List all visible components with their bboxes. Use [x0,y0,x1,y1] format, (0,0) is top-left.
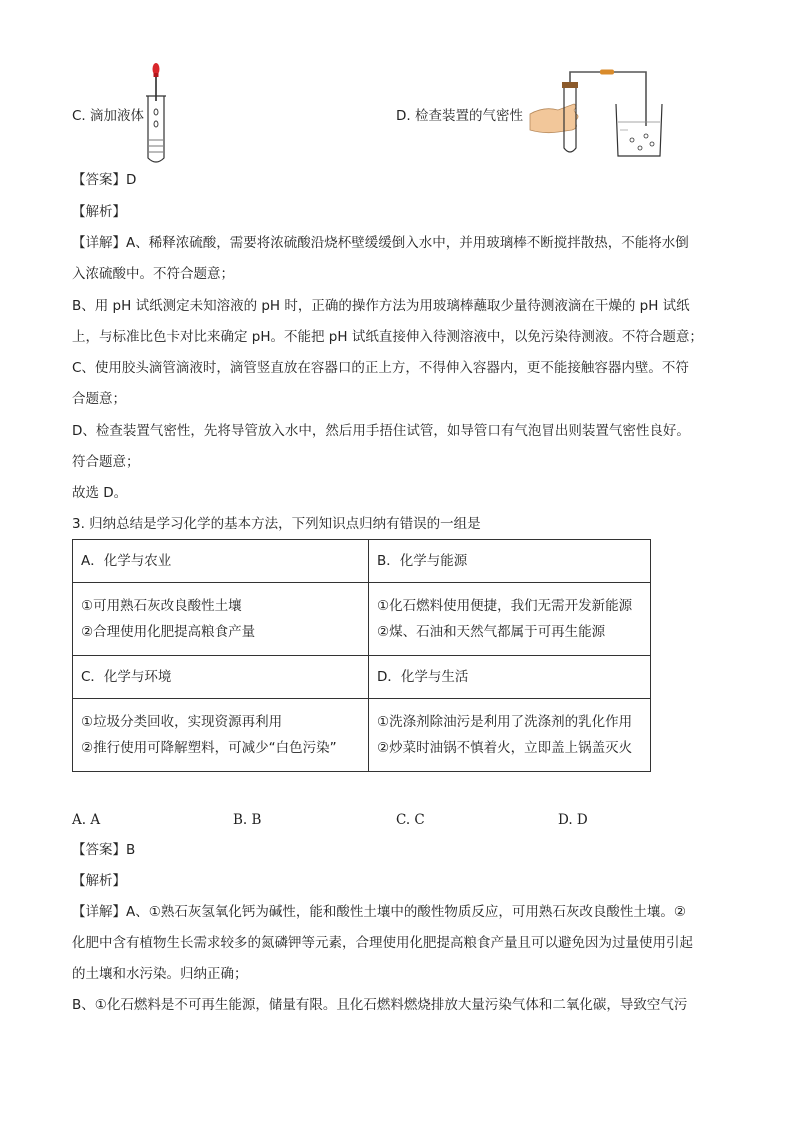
table-row [73,656,651,699]
q2-line: D、检查装置气密性，先将导管放入水中，然后用手捂住试管，如导管口有气泡冒出则装置气密性良好。 [72,423,690,439]
table-row [73,699,651,772]
q3-line: 【详解】A、①熟石灰氢氧化钙为碱性，能和酸性土壤中的酸性物质反应，可用熟石灰改良酸性土壤。② [72,904,686,920]
table-item: ①化石燃料使用便捷，我们无需开发新能源 [377,598,633,614]
q2-line: 故选 D。 [72,485,128,501]
table-item: ①垃圾分类回收，实现资源再利用 [81,714,283,730]
dropper-test-tube-icon [140,60,180,166]
q3-line: B、①化石燃料是不可再生能源，储量有限。且化石燃料燃烧排放大量污染气体和二氧化碳，导致空气污 [72,997,688,1013]
table-cell-b-head: B．化学与能源 [369,540,651,583]
table-row [73,583,651,656]
table-item: ②合理使用化肥提高粮食产量 [81,624,256,640]
airtightness-apparatus-icon [528,64,670,164]
table-cell-c-head: C．化学与环境 [73,656,369,699]
q2-line: 符合题意； [72,454,140,470]
choice-d: D. D [558,812,588,828]
table-cell-d-body [369,699,651,772]
table-item: ②炒菜时油锅不慎着火，立即盖上锅盖灭火 [377,740,633,756]
choice-a: A. A [72,812,101,828]
q3-line: 化肥中含有植物生长需求较多的氮磷钾等元素，合理使用化肥提高粮食产量且可以避免因为过量使用引起 [72,935,693,951]
q3-stem: 3. 归纳总结是学习化学的基本方法，下列知识点归纳有错误的一组是 [72,516,481,532]
table-cell-c-body [73,699,369,772]
table-item: ②推行使用可降解塑料，可减少“白色污染” [81,740,337,756]
choice-c: C. C [396,812,425,828]
q2-line: C、使用胶头滴管滴液时，滴管竖直放在容器口的正上方，不得伸入容器内，更不能接触容器内壁。不符 [72,360,689,376]
q2-line: 上，与标准比色卡对比来确定 pH。不能把 pH 试纸直接伸入待测溶液中，以免污染待测液。不符合题意； [72,329,703,345]
q2-line: 入浓硫酸中。不符合题意； [72,266,234,282]
q2-line: B、用 pH 试纸测定未知溶液的 pH 时，正确的操作方法为用玻璃棒蘸取少量待测液滴在干燥的 pH 试纸 [72,298,690,314]
option-c-label: C. 滴加液体 [72,108,145,124]
q3-analysis-heading: 【解析】 [72,873,126,889]
table-item: ①可用熟石灰改良酸性土壤 [81,598,242,614]
table-item: ②煤、石油和天然气都属于可再生能源 [377,624,606,640]
q3-answer: 【答案】B [72,842,136,858]
q2-line: 合题意； [72,391,126,407]
table-cell-a-head: A．化学与农业 [73,540,369,583]
table-row [73,540,651,583]
q2-line: 【详解】A、稀释浓硫酸，需要将浓硫酸沿烧杯壁缓缓倒入水中，并用玻璃棒不断搅拌散热，不能将水倒 [72,235,689,251]
table-cell-d-head: D．化学与生活 [369,656,651,699]
q3-line: 的土壤和水污染。归纳正确； [72,966,248,982]
table-cell-b-body [369,583,651,656]
choice-b: B. B [233,812,262,828]
q2-analysis-heading: 【解析】 [72,204,126,220]
q2-answer: 【答案】D [72,172,137,188]
table-item: ①洗涤剂除油污是利用了洗涤剂的乳化作用 [377,714,633,730]
option-d-label: D. 检查装置的气密性 [396,108,523,124]
knowledge-table [72,539,651,772]
table-cell-a-body [73,583,369,656]
